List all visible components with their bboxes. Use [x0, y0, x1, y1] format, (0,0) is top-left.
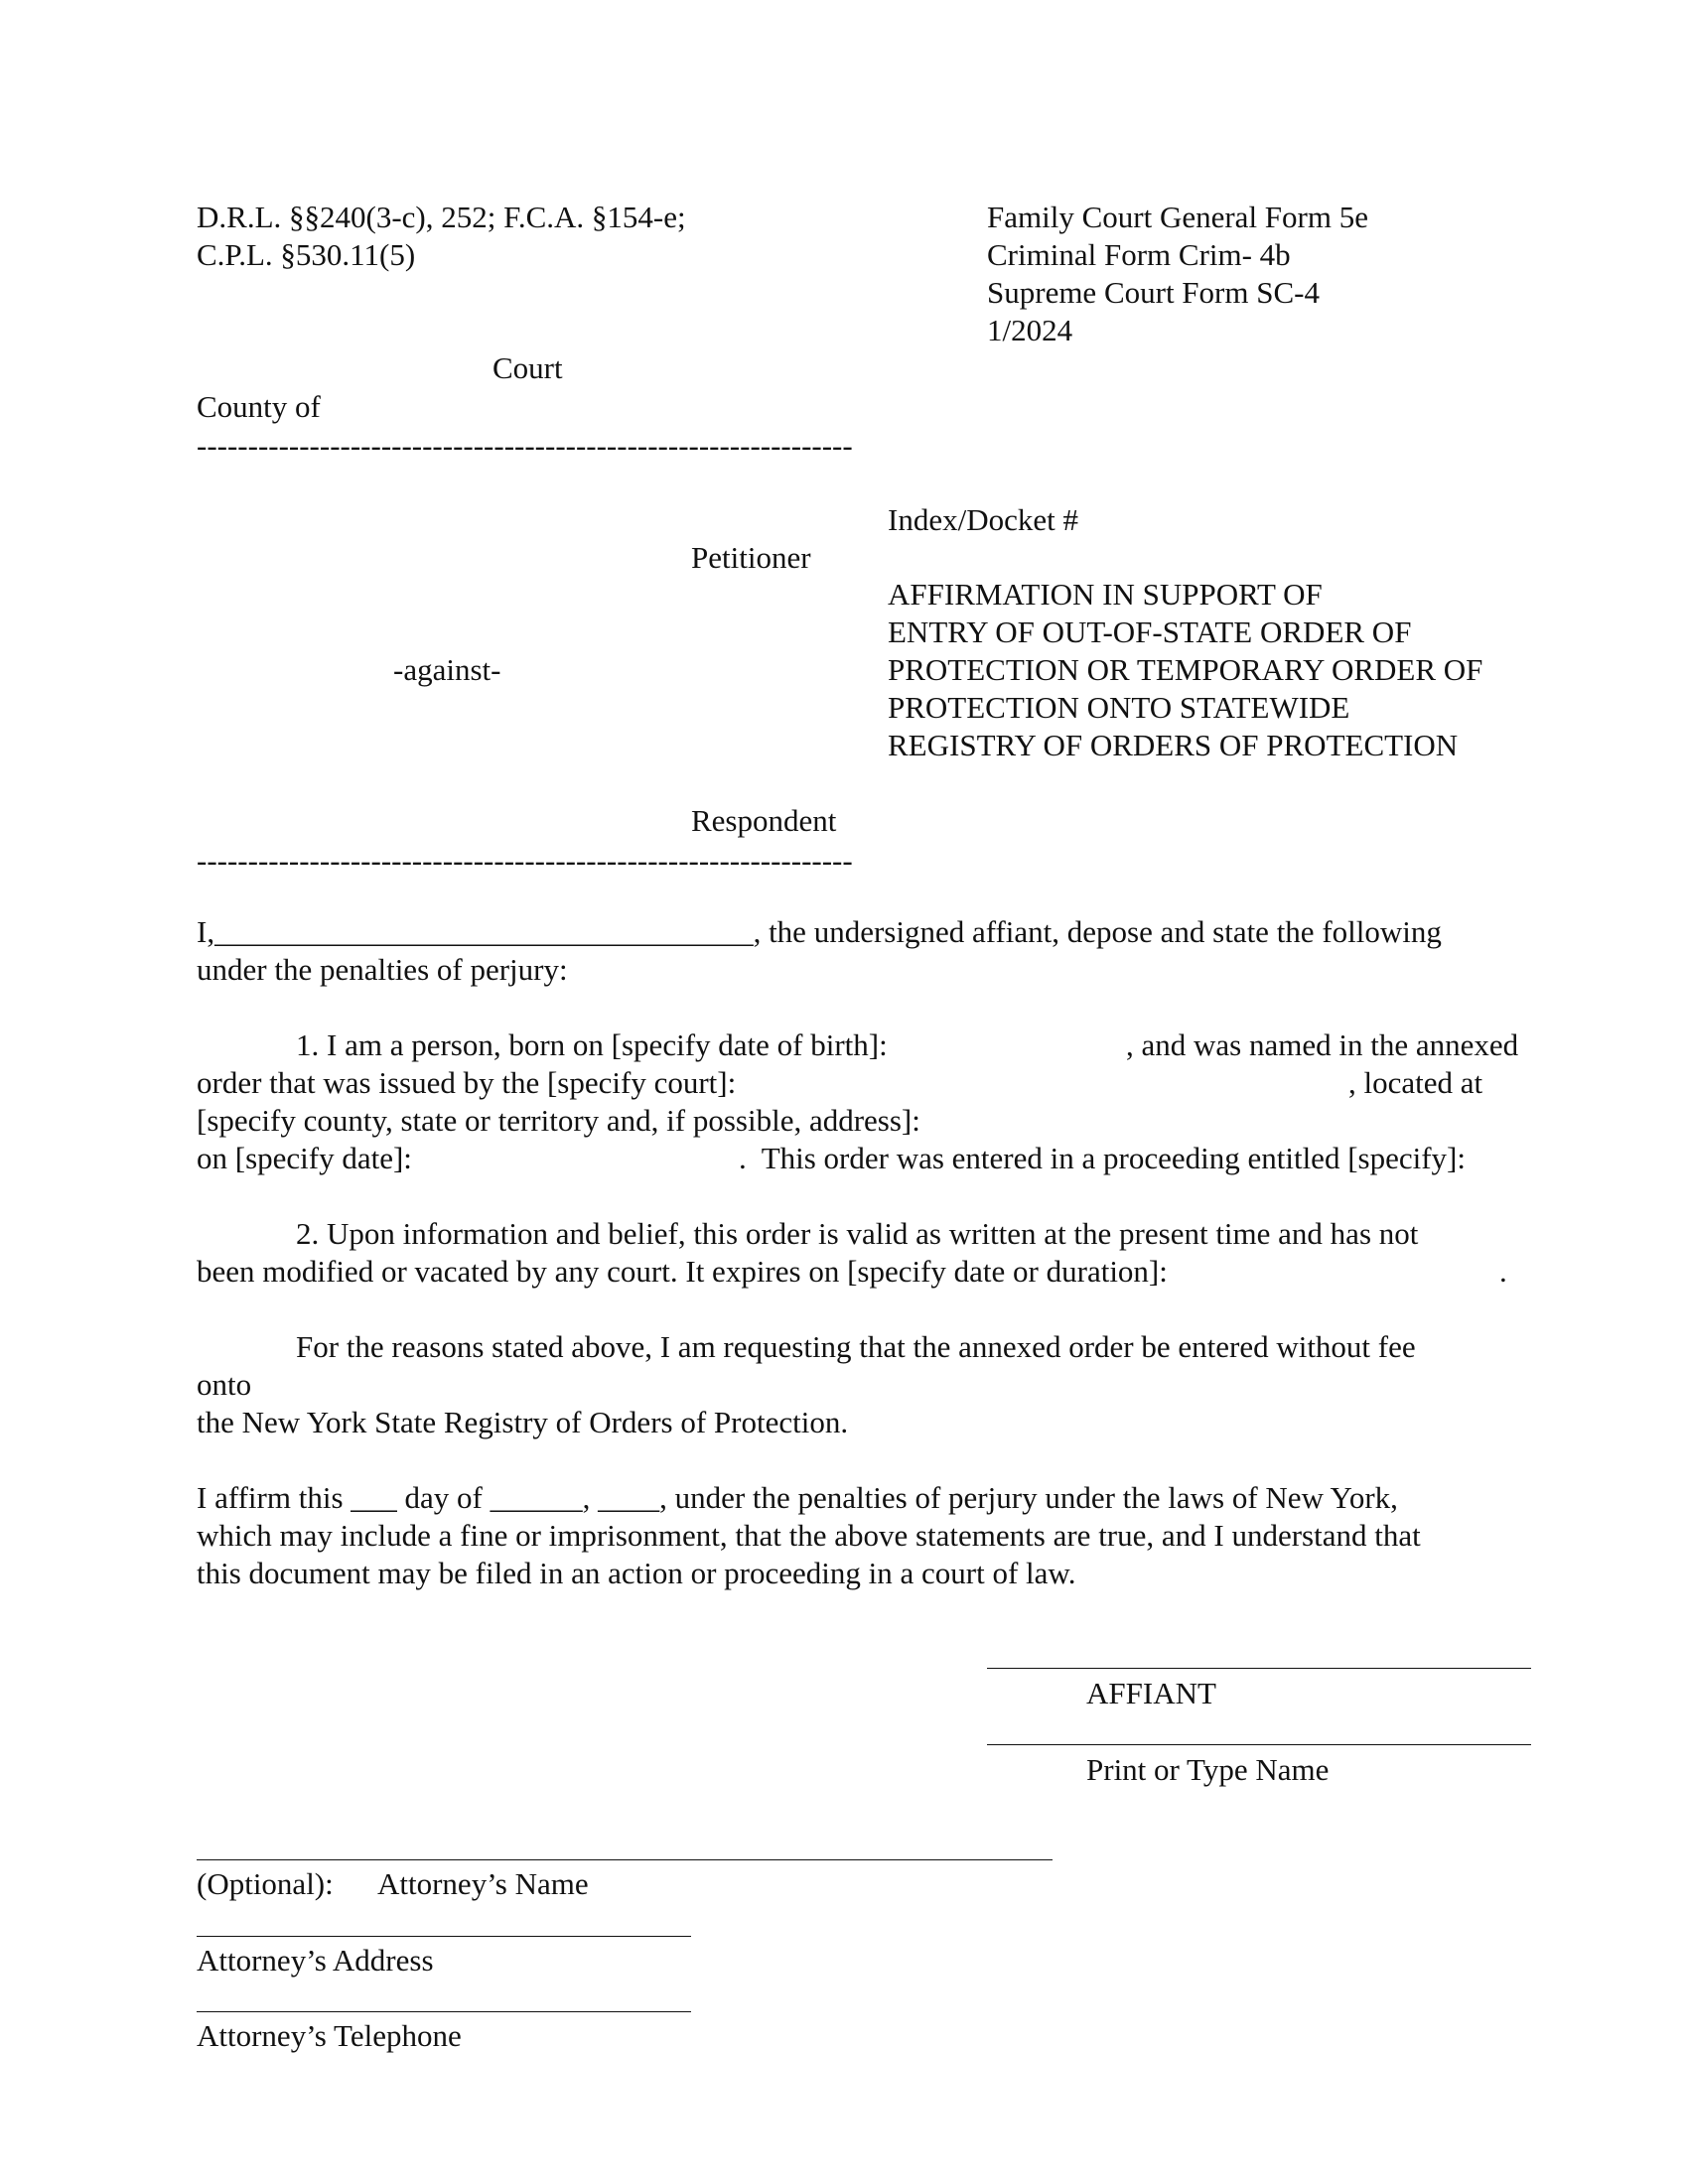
paragraph1-line1-a: 1. I am a person, born on [specify date of birth]:: [296, 1027, 888, 1062]
affirmation-line3: this document may be filed in an action or proceeding in a court of law.: [197, 1556, 1076, 1590]
form-id-criminal: Criminal Form Crim- 4b: [987, 237, 1291, 272]
respondent-label: Respondent: [691, 803, 837, 838]
paragraph2-line2-b: .: [1499, 1254, 1507, 1289]
intro-line: I,___________________________________, the undersigned affiant, depose and state the following: [197, 914, 1442, 949]
paragraph1-line4-a: on [specify date]:: [197, 1141, 412, 1175]
affiant-signature-line[interactable]: [987, 1668, 1531, 1669]
affiant-label: AFFIANT: [1086, 1676, 1216, 1710]
statute-citation-line2: C.P.L. §530.11(5): [197, 237, 416, 272]
statute-citation-line1: D.R.L. §§240(3-c), 252; F.C.A. §154-e;: [197, 200, 686, 234]
attorney-address-label: Attorney’s Address: [197, 1943, 434, 1978]
affirmation-line1: I affirm this ___ day of ______, ____, under the penalties of perjury under the laws of New York,: [197, 1480, 1398, 1515]
document-title-line5: REGISTRY OF ORDERS OF PROTECTION: [888, 728, 1459, 762]
form-revision-date: 1/2024: [987, 313, 1073, 347]
caption-top-divider: ----------------------------------------------------------------: [197, 428, 853, 463]
paragraph1-line4-b: . This order was entered in a proceeding entitled [specify]:: [739, 1141, 1466, 1175]
caption-bottom-divider: ----------------------------------------------------------------: [197, 843, 853, 878]
affirmation-line2: which may include a fine or imprisonment, that the above statements are true, and I understand that: [197, 1518, 1421, 1553]
document-title-line4: PROTECTION ONTO STATEWIDE: [888, 690, 1350, 725]
paragraph1-line1-b: , and was named in the annexed: [1126, 1027, 1519, 1062]
attorney-telephone-label: Attorney’s Telephone: [197, 2018, 462, 2053]
intro-line-2: under the penalties of perjury:: [197, 952, 568, 987]
form-id-family-court: Family Court General Form 5e: [987, 200, 1368, 234]
court-label: Court: [492, 350, 563, 385]
print-name-line[interactable]: [987, 1744, 1531, 1745]
county-label: County of: [197, 389, 321, 424]
petitioner-label: Petitioner: [691, 540, 811, 575]
paragraph1-line2-b: , located at: [1348, 1065, 1483, 1100]
form-id-supreme-court: Supreme Court Form SC-4: [987, 275, 1320, 310]
attorney-name-line[interactable]: [197, 1859, 1053, 1860]
print-name-label: Print or Type Name: [1086, 1752, 1330, 1787]
document-title-line3: PROTECTION OR TEMPORARY ORDER OF: [888, 652, 1483, 687]
paragraph2-line2-a: been modified or vacated by any court. It expires on [specify date or duration]:: [197, 1254, 1168, 1289]
paragraph1-line2-a: order that was issued by the [specify court]:: [197, 1065, 737, 1100]
attorney-telephone-line[interactable]: [197, 2011, 691, 2012]
paragraph1-line3: [specify county, state or territory and, if possible, address]:: [197, 1103, 920, 1138]
paragraph2-line1: 2. Upon information and belief, this order is valid as written at the present time and has not: [296, 1216, 1419, 1251]
index-docket-label: Index/Docket #: [888, 502, 1078, 537]
optional-label: (Optional):: [197, 1866, 334, 1901]
paragraph3-line2: onto: [197, 1367, 252, 1402]
paragraph3-line1: For the reasons stated above, I am requesting that the annexed order be entered without fee: [296, 1329, 1416, 1364]
paragraph3-line3: the New York State Registry of Orders of Protection.: [197, 1405, 849, 1439]
document-title-line2: ENTRY OF OUT-OF-STATE ORDER OF: [888, 614, 1412, 649]
against-label: -against-: [393, 652, 501, 687]
attorney-address-line[interactable]: [197, 1936, 691, 1937]
document-title-line1: AFFIRMATION IN SUPPORT OF: [888, 577, 1323, 612]
attorney-name-label: Attorney’s Name: [377, 1866, 589, 1901]
